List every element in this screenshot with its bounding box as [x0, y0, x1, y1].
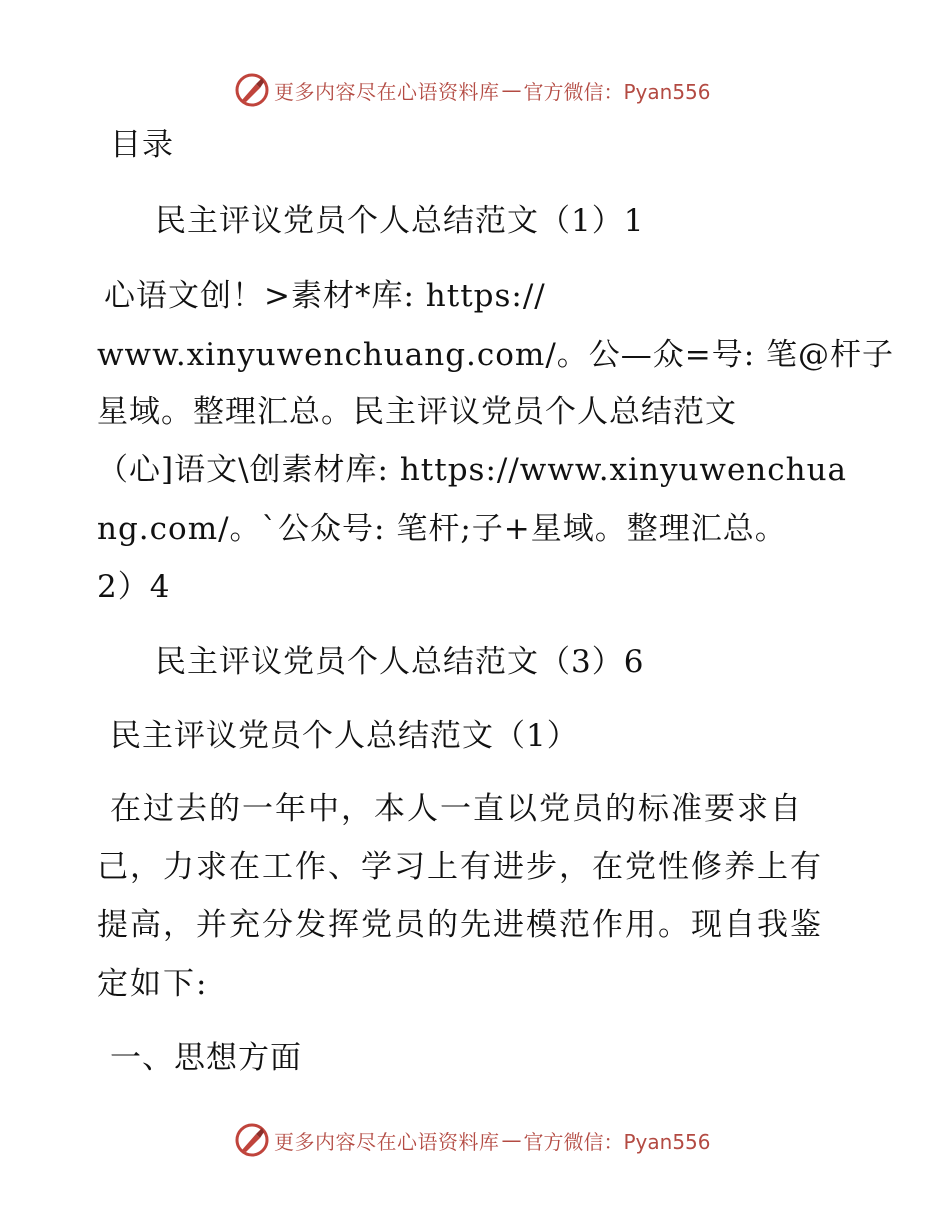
- banner-contact: 官方微信：Pyan556: [523, 1129, 711, 1154]
- toc-item-3: 民主评议党员个人总结范文（3）6: [155, 644, 645, 680]
- paragraph-line: 提高，并充分发挥党员的先进模范作用。现自我鉴: [97, 907, 823, 943]
- promo-line: 星域。整理汇总。民主评议党员个人总结范文: [97, 394, 737, 430]
- footer-banner: [234, 1122, 711, 1158]
- banner-title: 更多内容尽在心语资料库: [274, 1129, 500, 1154]
- pen-logo-icon: [234, 1122, 270, 1158]
- promo-line: www.xinyuwenchuang.com/。公—众=号: 笔@杆子: [97, 337, 895, 373]
- banner-separator: —: [501, 78, 522, 102]
- article-title: 民主评议党员个人总结范文（1）: [110, 718, 579, 754]
- promo-line: ng.com/。`公众号: 笔杆;子+星域。整理汇总。: [97, 511, 787, 547]
- paragraph-line: 己，力求在工作、学习上有进步，在党性修养上有: [97, 849, 823, 885]
- banner-title: 更多内容尽在心语资料库: [274, 79, 500, 104]
- promo-line: （心]语文\创素材库: https://www.xinyuwenchua: [97, 452, 848, 488]
- section-heading: 一、思想方面: [110, 1040, 302, 1076]
- toc-heading: 目录: [110, 127, 174, 163]
- banner-separator: —: [501, 1128, 522, 1152]
- header-banner: [234, 72, 711, 108]
- paragraph-line: 在过去的一年中，本人一直以党员的标准要求自: [110, 791, 803, 827]
- toc-item-2-tail: 2）4: [97, 569, 171, 605]
- promo-line: 心语文创！>素材*库: https://: [104, 278, 546, 314]
- toc-item-1: 民主评议党员个人总结范文（1）1: [155, 203, 645, 239]
- banner-contact: 官方微信：Pyan556: [523, 79, 711, 104]
- paragraph-line: 定如下:: [97, 966, 209, 1002]
- pen-logo-icon: [234, 72, 270, 108]
